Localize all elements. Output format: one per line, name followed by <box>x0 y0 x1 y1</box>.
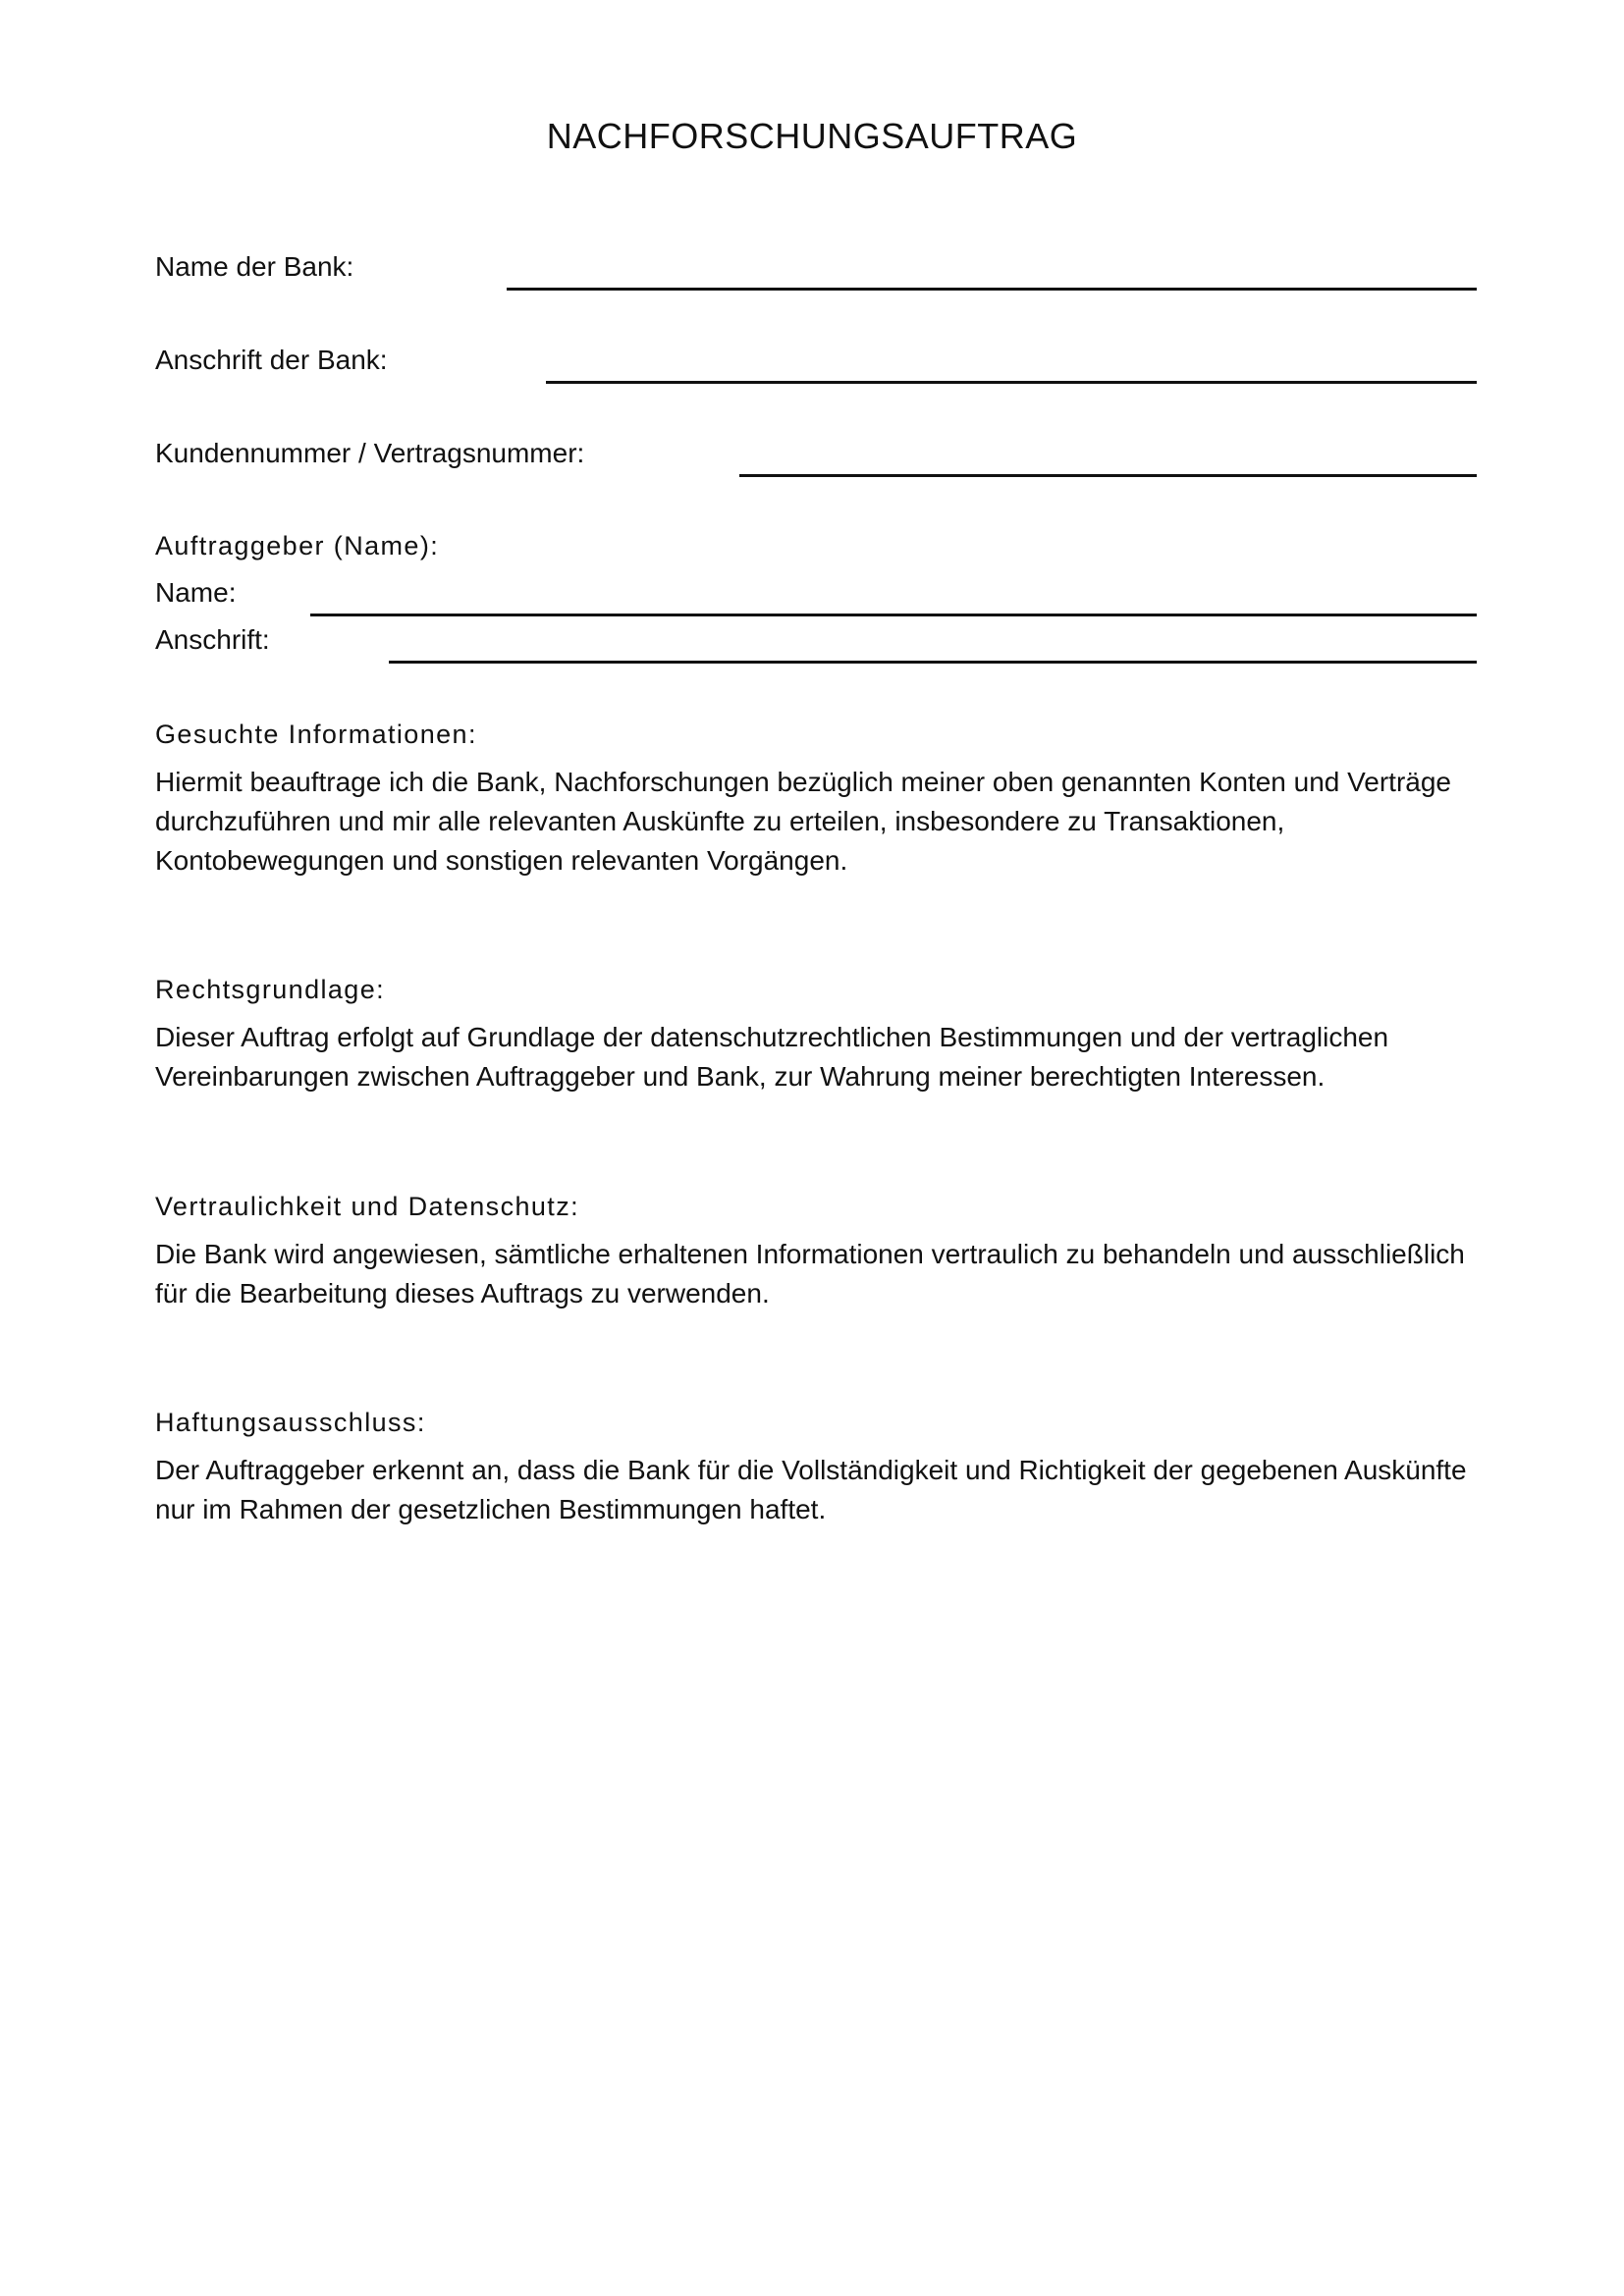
body-line: Kontobewegungen und sonstigen relevanten Vorgängen. <box>155 845 848 876</box>
client-heading: Auftraggeber (Name): <box>155 531 440 561</box>
section-body-requested-information <box>155 763 1530 881</box>
client-address-label: Anschrift: <box>155 624 270 655</box>
section-heading-liability-disclaimer: Haftungsausschluss: <box>155 1408 426 1437</box>
body-line: durchzuführen und mir alle relevanten Auskünfte zu erteilen, insbesondere zu Transaktionen, <box>155 806 1285 836</box>
bank-name-label: Name der Bank: <box>155 251 354 282</box>
body-line: Die Bank wird angewiesen, sämtliche erhaltenen Informationen vertraulich zu behandeln und ausschließlich <box>155 1239 1465 1269</box>
section-body-liability-disclaimer <box>155 1451 1530 1529</box>
body-line: für die Bearbeitung dieses Auftrags zu verwenden. <box>155 1278 770 1308</box>
client-address-field-line[interactable] <box>389 661 1477 664</box>
body-line: Dieser Auftrag erfolgt auf Grundlage der datenschutzrechtlichen Bestimmungen und der vertraglichen <box>155 1022 1389 1052</box>
bank-name-row <box>155 251 1477 291</box>
section-body-confidentiality <box>155 1235 1530 1313</box>
section-heading-legal-basis: Rechtsgrundlage: <box>155 975 386 1004</box>
bank-address-row <box>155 345 1477 384</box>
section-heading-requested-information: Gesuchte Informationen: <box>155 720 477 749</box>
bank-address-label: Anschrift der Bank: <box>155 345 388 375</box>
document-title: NACHFORSCHUNGSAUFTRAG <box>546 116 1078 156</box>
client-name-row <box>155 577 1477 616</box>
body-line: Hiermit beauftrage ich die Bank, Nachforschungen bezüglich meiner oben genannten Konten und Verträge <box>155 767 1451 797</box>
bank-name-field-line[interactable] <box>507 288 1477 291</box>
body-line: Vereinbarungen zwischen Auftraggeber und Bank, zur Wahrung meiner berechtigten Interessen. <box>155 1061 1326 1092</box>
customer-number-row <box>155 438 1477 477</box>
body-line: nur im Rahmen der gesetzlichen Bestimmungen haftet. <box>155 1494 827 1524</box>
client-address-row <box>155 624 1477 664</box>
customer-number-label: Kundennummer / Vertragsnummer: <box>155 438 585 468</box>
section-body-legal-basis <box>155 1018 1530 1096</box>
customer-number-field-line[interactable] <box>739 474 1477 477</box>
body-line: Der Auftraggeber erkennt an, dass die Bank für die Vollständigkeit und Richtigkeit der gegebenen Auskünfte <box>155 1455 1467 1485</box>
client-name-field-line[interactable] <box>310 614 1477 616</box>
section-heading-confidentiality: Vertraulichkeit und Datenschutz: <box>155 1192 580 1221</box>
bank-address-field-line[interactable] <box>546 381 1477 384</box>
client-name-label: Name: <box>155 577 237 608</box>
